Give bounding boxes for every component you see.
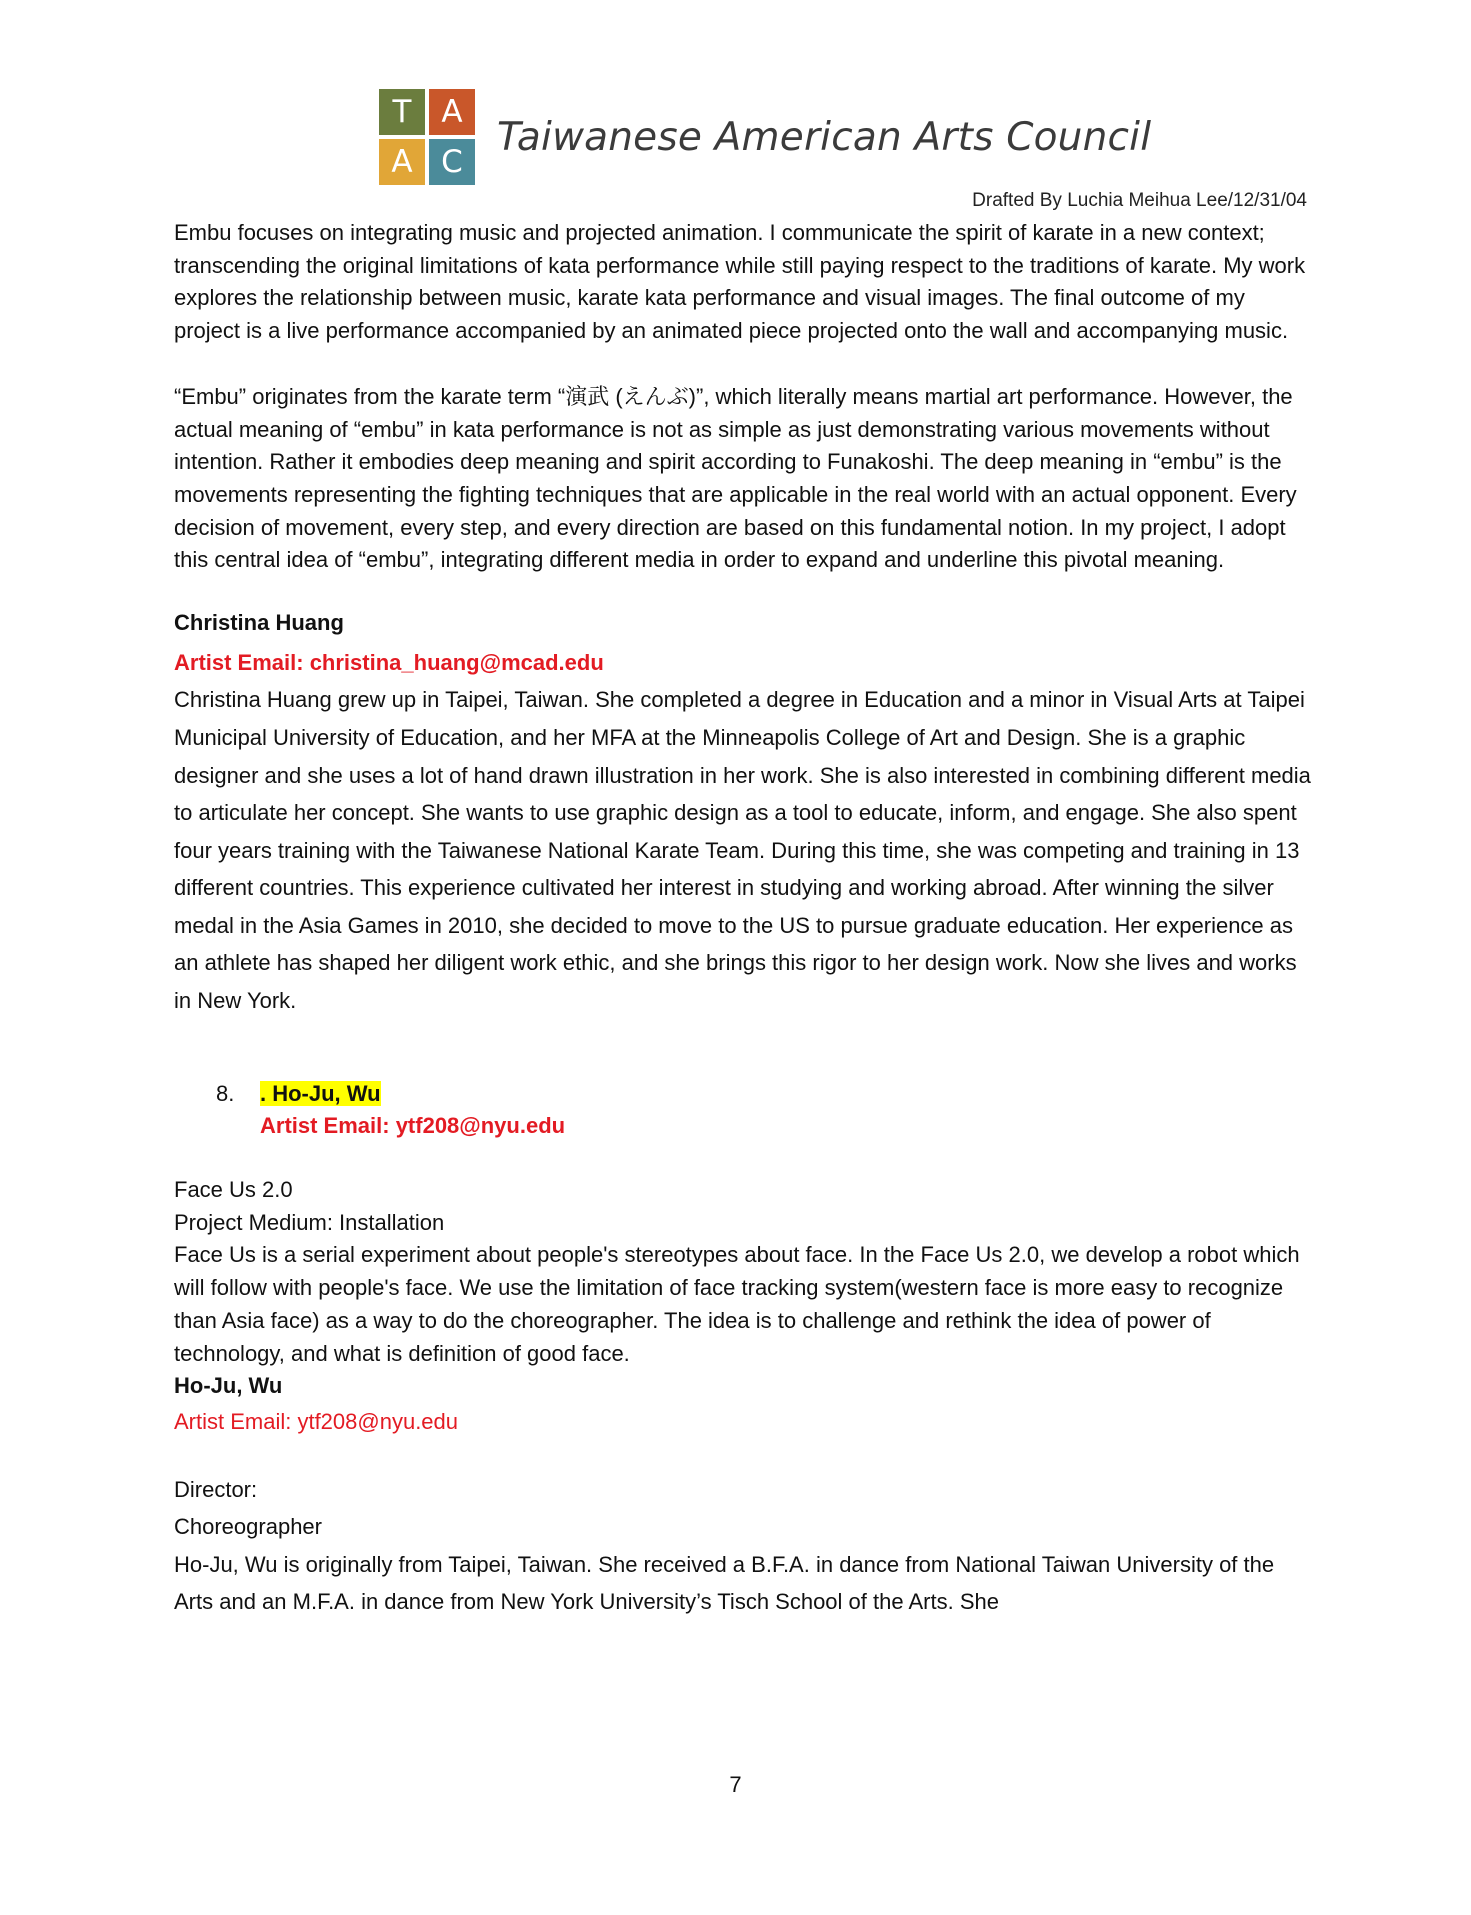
org-name: Taiwanese American Arts Council xyxy=(497,114,1152,160)
role-director: Director: xyxy=(174,1476,258,1502)
artist-bio-christina: Christina Huang grew up in Taipei, Taiwan. She completed a degree in Education and a minor in Visual Arts at Taipei Municipal University of Education, and her MFA at the Minneapolis College of Art and Design. She is a graphic designer and she uses a lot of hand drawn illustration in her work. She is also interested in combining different media to articulate her concept. She wants to use graphic design as a tool to educate, inform, and engage. She also spent four years training with the Taiwanese National Karate Team. During this time, she was competing and training in 13 different countries. This experience cultivated her interest in studying and working abroad. After winning the silver medal in the Asia Games in 2010, she decided to move to the US to pursue graduate education. Her experience as an athlete has shaped her diligent work ethic, and she brings this rigor to her design work. Now she lives and works in New York. xyxy=(174,687,1311,1014)
drafted-by-line: Drafted By Luchia Meihua Lee/12/31/04 xyxy=(972,190,1307,211)
highlighted-name: . Ho-Ju, Wu xyxy=(260,1080,381,1106)
project-description: Face Us is a serial experiment about people's stereotypes about face. In the Face Us 2.0, we develop a robot which will follow with people's face. We use the limitation of face tracking system(western face is more easy to recognize than Asia face) as a way to do the choreographer. The idea is to challenge and rethink the idea of power of technology, and what is definition of good face. xyxy=(174,1242,1300,1366)
artist-email-hoju[interactable]: Artist Email: ytf208@nyu.edu xyxy=(174,1409,459,1434)
taac-logo xyxy=(379,89,1151,185)
artist-email-christina[interactable]: Artist Email: christina_huang@mcad.edu xyxy=(174,649,604,675)
list-number: 8. xyxy=(216,1080,235,1106)
logo-tile-a2: A xyxy=(379,139,425,185)
project-medium: Project Medium: Installation xyxy=(174,1209,445,1235)
list-item-8 xyxy=(216,1078,1314,1143)
logo-tile-t: T xyxy=(379,89,425,135)
embu-paragraph-2: “Embu” originates from the karate term “演武 (えんぶ)”, which literally means martial art performance. However, the actual meaning of “embu” in kata performance is not as simple as just demonstrating various movements without intention. Rather it embodies deep meaning and spirit according to Funakoshi. The deep meaning in “embu” is the movements representing the fighting techniques that are applicable in the real world with an actual opponent. Every decision of movement, every step, and every direction are based on this fundamental notion. In my project, I adopt this central idea of “embu”, integrating different media in order to expand and underline this pivotal meaning. xyxy=(174,383,1297,573)
project-title: Face Us 2.0 xyxy=(174,1177,293,1203)
logo-tile-a: A xyxy=(429,89,475,135)
artist-bio-hoju: Ho-Ju, Wu is originally from Taipei, Taiwan. She received a B.F.A. in dance from National Taiwan University of the Arts and an M.F.A. in dance from New York University’s Tisch School of the Arts. She xyxy=(174,1551,1275,1615)
embu-paragraph-1: Embu focuses on integrating music and projected animation. I communicate the spirit of karate in a new context; transcending the original limitations of kata performance while still paying respect to the traditions of karate. My work explores the relationship between music, karate kata performance and visual images. The final outcome of my project is a live performance accompanied by an animated piece projected onto the wall and accompanying music. xyxy=(174,220,1306,344)
logo-tiles xyxy=(379,89,475,185)
role-choreographer: Choreographer xyxy=(174,1514,322,1540)
document-body xyxy=(174,217,1314,1621)
artist-name-hoju: Ho-Ju, Wu xyxy=(174,1373,283,1399)
artist-email-hoju-heading[interactable]: Artist Email: ytf208@nyu.edu xyxy=(260,1113,566,1139)
list-item-content xyxy=(260,1078,565,1143)
logo-tile-c: C xyxy=(429,139,475,185)
artist-name-christina: Christina Huang xyxy=(174,610,344,636)
artist-name-hoju-heading xyxy=(260,1078,565,1111)
page-number: 7 xyxy=(729,1772,742,1797)
